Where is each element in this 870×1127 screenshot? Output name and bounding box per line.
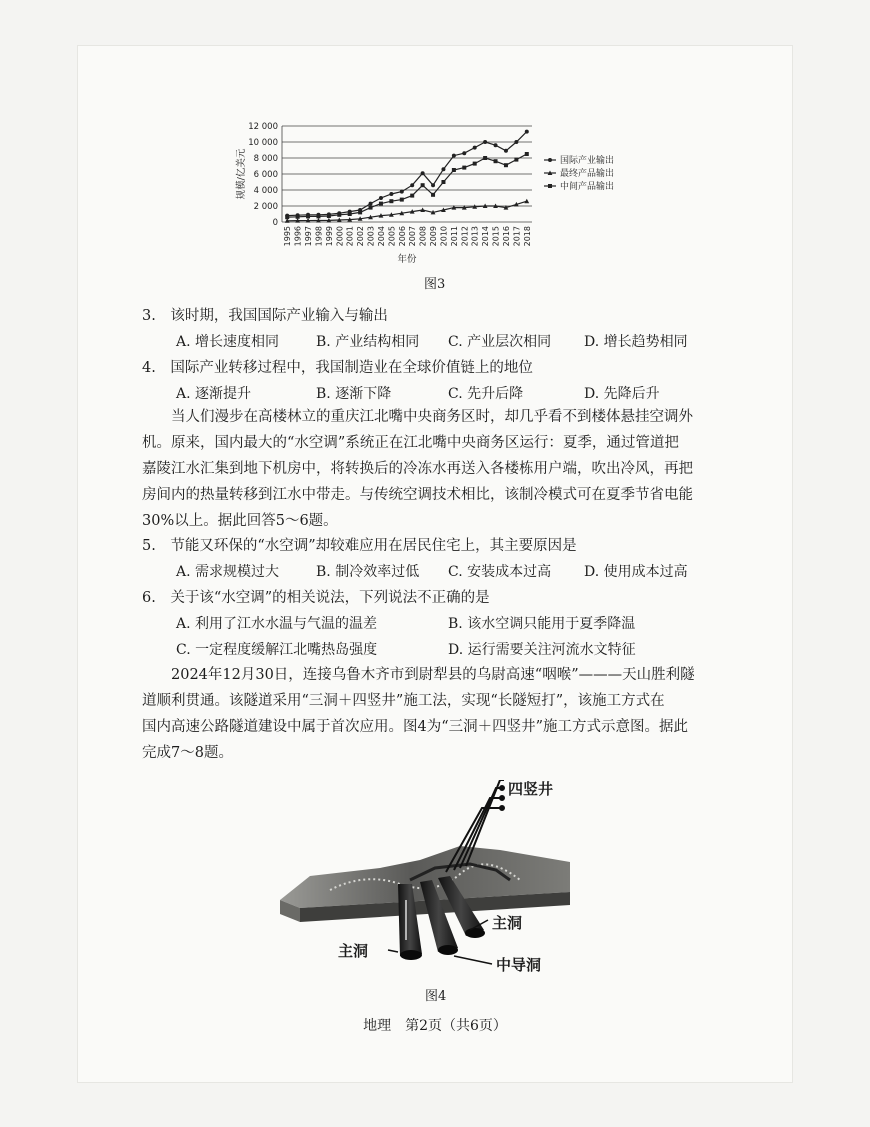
q3-option-b: B. 产业结构相同 bbox=[316, 334, 420, 350]
data-point bbox=[431, 193, 435, 197]
x-tick-label: 2000 bbox=[335, 226, 345, 247]
data-point bbox=[483, 156, 487, 160]
x-tick-label: 2016 bbox=[501, 226, 511, 247]
data-point bbox=[316, 214, 320, 218]
data-point bbox=[483, 140, 487, 144]
data-point bbox=[379, 202, 383, 206]
data-point bbox=[337, 213, 341, 217]
data-point bbox=[348, 212, 352, 216]
x-tick-label: 2007 bbox=[408, 226, 418, 247]
x-tick-label: 2001 bbox=[345, 226, 355, 247]
passage-line: 30%以上。据此回答5～6题。 bbox=[142, 513, 338, 529]
q4-option-b: B. 逐渐下降 bbox=[316, 386, 392, 402]
data-point bbox=[400, 198, 404, 202]
q5-option-b: B. 制冷效率过低 bbox=[316, 564, 420, 580]
q4-option-d: D. 先降后升 bbox=[584, 386, 660, 402]
line-chart-svg bbox=[230, 112, 650, 284]
page-footer: 地理 第2页（共6页） bbox=[363, 1018, 507, 1034]
x-tick-label: 2014 bbox=[481, 226, 491, 247]
label-pilot-tunnel: 中导洞 bbox=[496, 956, 542, 974]
legend-marker bbox=[548, 184, 552, 188]
data-point bbox=[473, 146, 477, 150]
legend-label: 国际产业输出 bbox=[560, 156, 615, 166]
passage-line: 完成7～8题。 bbox=[142, 745, 233, 761]
label-main-tunnel-right: 主洞 bbox=[492, 914, 523, 932]
x-tick-label: 1997 bbox=[304, 226, 314, 247]
data-point bbox=[504, 163, 508, 167]
question-4-stem: 4. 国际产业转移过程中，我国制造业在全球价值链上的地位 bbox=[142, 360, 533, 376]
legend-label: 最终产品输出 bbox=[560, 169, 615, 179]
data-point bbox=[421, 171, 425, 175]
y-tick-label: 6 000 bbox=[253, 170, 278, 180]
data-point bbox=[296, 215, 300, 219]
x-tick-label: 2002 bbox=[356, 226, 366, 247]
legend-label: 中间产品输出 bbox=[560, 182, 615, 192]
x-tick-label: 2018 bbox=[522, 226, 532, 247]
x-tick-label: 1998 bbox=[314, 226, 324, 247]
question-5-stem: 5. 节能又环保的“水空调”却较难应用在居民住宅上，其主要原因是 bbox=[142, 538, 577, 554]
data-point bbox=[462, 151, 466, 155]
data-point bbox=[410, 183, 414, 187]
series-line bbox=[287, 154, 527, 217]
label-four-shafts: 四竖井 bbox=[508, 780, 554, 798]
x-tick-label: 2010 bbox=[439, 226, 449, 247]
passage-line: 当人们漫步在高楼林立的重庆江北嘴中央商务区时，却几乎看不到楼体悬挂空调外 bbox=[142, 409, 693, 425]
q3-option-c: C. 产业层次相同 bbox=[448, 334, 552, 350]
x-tick-label: 1996 bbox=[293, 226, 303, 247]
data-point bbox=[441, 167, 445, 171]
figure-4-caption: 图4 bbox=[425, 989, 447, 1004]
data-point bbox=[400, 190, 404, 194]
data-point bbox=[306, 214, 310, 218]
data-point bbox=[452, 168, 456, 172]
data-point bbox=[389, 192, 393, 196]
passage-line: 机。原来，国内最大的“水空调”系统正在江北嘴中央商务区运行：夏季，通过管道把 bbox=[142, 435, 679, 451]
q5-option-c: C. 安装成本过高 bbox=[448, 564, 552, 580]
x-tick-label: 2015 bbox=[491, 226, 501, 247]
q6-option-b: B. 该水空调只能用于夏季降温 bbox=[448, 616, 636, 632]
x-tick-label: 2004 bbox=[376, 226, 386, 247]
data-point bbox=[473, 162, 477, 166]
passage-line: 道顺利贯通。该隧道采用“三洞＋四竖井”施工法，实现“长隧短打”，该施工方式在 bbox=[142, 693, 665, 709]
y-tick-label: 12 000 bbox=[248, 122, 278, 132]
data-point bbox=[369, 206, 373, 210]
data-point bbox=[524, 199, 529, 204]
q6-option-c: C. 一定程度缓解江北嘴热岛强度 bbox=[176, 642, 378, 658]
q4-option-c: C. 先升后降 bbox=[448, 386, 524, 402]
data-point bbox=[494, 143, 498, 147]
passage-line: 国内高速公路隧道建设中属于首次应用。图4为“三洞＋四竖井”施工方式示意图。据此 bbox=[142, 719, 689, 735]
data-point bbox=[525, 130, 529, 134]
passage-water-ac bbox=[142, 404, 734, 534]
figure-3-chart bbox=[230, 112, 650, 284]
data-point bbox=[462, 166, 466, 170]
series-line bbox=[287, 201, 527, 221]
passage-tunnel bbox=[142, 662, 734, 766]
data-point bbox=[389, 199, 393, 203]
x-tick-label: 2009 bbox=[429, 226, 439, 247]
data-point bbox=[379, 196, 383, 200]
data-point bbox=[514, 140, 518, 144]
x-tick-label: 2017 bbox=[512, 226, 522, 247]
x-tick-label: 1999 bbox=[324, 226, 334, 247]
y-tick-label: 2 000 bbox=[253, 202, 278, 212]
data-point bbox=[358, 210, 362, 214]
data-point bbox=[494, 159, 498, 163]
passage-line: 房间内的热量转移到江水中带走。与传统空调技术相比，该制冷模式可在夏季节省电能 bbox=[142, 487, 693, 503]
y-tick-label: 10 000 bbox=[248, 138, 278, 148]
y-tick-label: 4 000 bbox=[253, 186, 278, 196]
data-point bbox=[369, 202, 373, 206]
passage-line: 2024年12月30日，连接乌鲁木齐市到尉犁县的乌尉高速“咽喉”———天山胜利隧 bbox=[142, 667, 695, 683]
x-tick-label: 1995 bbox=[283, 226, 293, 247]
legend-marker bbox=[548, 158, 552, 162]
x-tick-label: 2011 bbox=[449, 226, 459, 247]
y-tick-label: 8 000 bbox=[253, 154, 278, 164]
data-point bbox=[514, 158, 518, 162]
data-point bbox=[504, 149, 508, 153]
y-axis-label: 规模/亿美元 bbox=[236, 148, 247, 200]
q6-option-a: A. 利用了江水水温与气温的温差 bbox=[176, 616, 378, 632]
data-point bbox=[285, 215, 289, 219]
data-point bbox=[452, 154, 456, 158]
x-axis-label: 年份 bbox=[397, 254, 417, 265]
q5-option-a: A. 需求规模过大 bbox=[176, 564, 280, 580]
q3-option-d: D. 增长趋势相同 bbox=[584, 334, 688, 350]
x-tick-label: 2008 bbox=[418, 226, 428, 247]
y-tick-label: 0 bbox=[272, 218, 278, 228]
q6-option-d: D. 运行需要关注河流水文特征 bbox=[448, 642, 636, 658]
data-point bbox=[327, 214, 331, 218]
q3-option-a: A. 增长速度相同 bbox=[176, 334, 280, 350]
x-tick-label: 2006 bbox=[397, 226, 407, 247]
data-point bbox=[431, 183, 435, 187]
figure-4-tunnel-diagram bbox=[270, 780, 600, 980]
x-tick-label: 2013 bbox=[470, 225, 480, 247]
label-main-tunnel-left: 主洞 bbox=[338, 942, 369, 960]
figure-3-caption: 图3 bbox=[424, 277, 446, 292]
q5-option-d: D. 使用成本过高 bbox=[584, 564, 688, 580]
x-tick-label: 2003 bbox=[366, 226, 376, 247]
x-tick-label: 2005 bbox=[387, 226, 397, 247]
tunnel-illustration bbox=[270, 780, 600, 980]
x-tick-label: 2012 bbox=[460, 226, 470, 247]
question-6-stem: 6. 关于该“水空调”的相关说法，下列说法不正确的是 bbox=[142, 590, 490, 606]
passage-line: 嘉陵江水汇集到地下机房中，将转换后的冷冻水再送入各楼栋用户端，吹出冷风，再把 bbox=[142, 461, 693, 477]
data-point bbox=[410, 194, 414, 198]
question-3-stem: 3. 该时期，我国国际产业输入与输出 bbox=[142, 308, 388, 324]
data-point bbox=[525, 152, 529, 156]
data-point bbox=[421, 183, 425, 187]
data-point bbox=[441, 180, 445, 184]
q4-option-a: A. 逐渐提升 bbox=[176, 386, 252, 402]
